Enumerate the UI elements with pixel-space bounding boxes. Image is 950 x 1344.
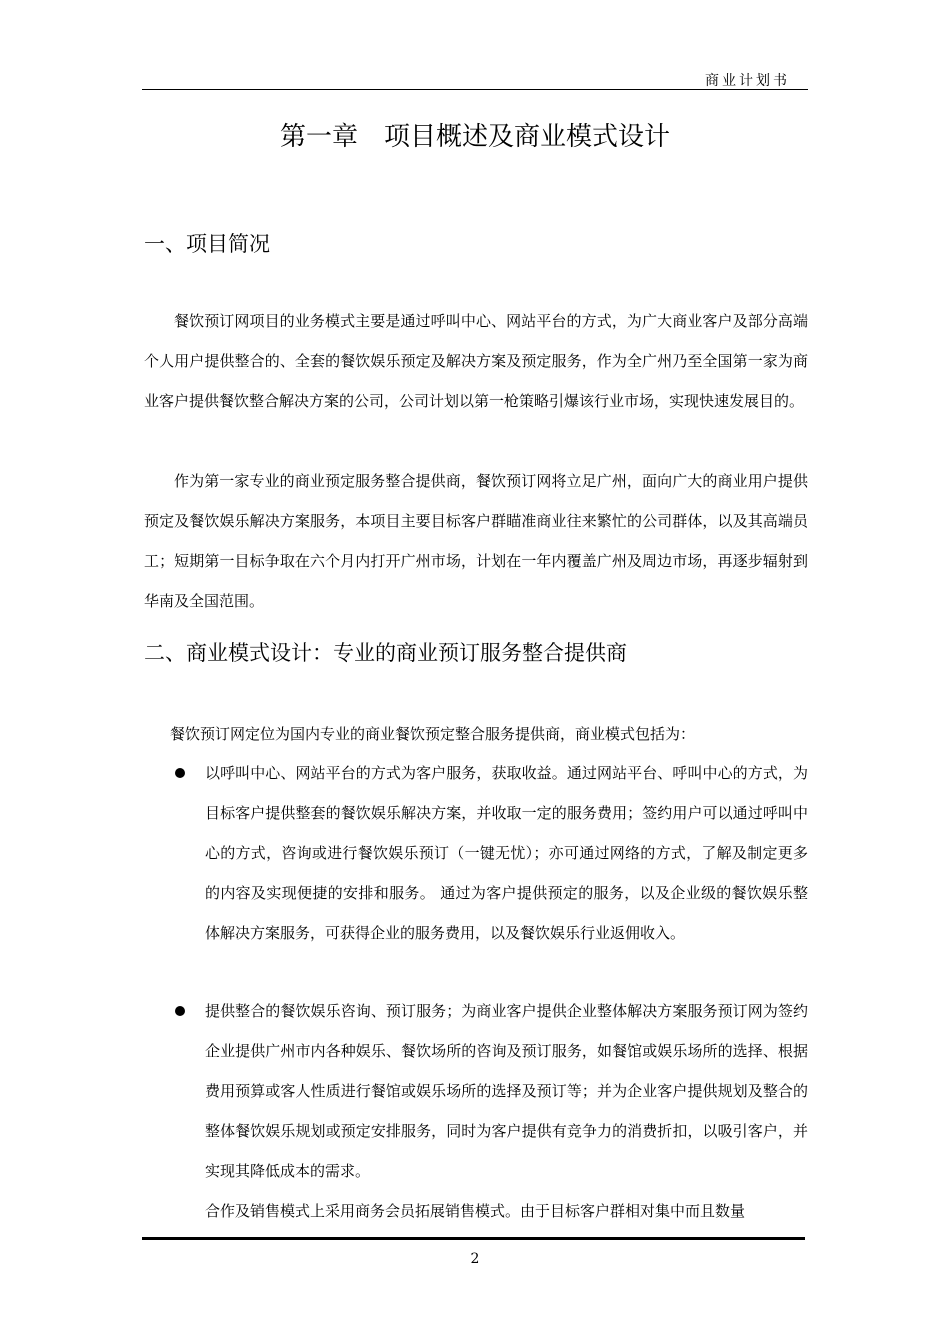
list-item-text: 以呼叫中心、网站平台的方式为客户服务，获取收益。通过网站平台、呼叫中心的方式，为目标客户提供整套的餐饮娱乐解决方案，并收取一定的服务费用；签约用户可以通过呼叫中心的方式，咨询或进行餐饮娱乐预订（一键无忧）；亦可通过网络的方式，了解及制定更多的内容及实现便捷的安排和服务。 通过为客户提供预定的服务，以及企业级的餐饮娱乐整体解决方案服务，可获得企业的服务费用，以及餐饮娱乐行业返佣收入。 bbox=[205, 764, 808, 942]
section-heading-overview: 一、项目简况 bbox=[144, 232, 270, 256]
list-item-text: 合作及销售模式上采用商务会员拓展销售模式。由于目标客户群相对集中而且数量 bbox=[205, 1202, 746, 1220]
list-item-text: 提供整合的餐饮娱乐咨询、预订服务；为商业客户提供企业整体解决方案服务预订网为签约企业提供广州市内各种娱乐、餐饮场所的咨询及预订服务，如餐馆或娱乐场所的选择、根据费用预算或客人性质进行餐馆或娱乐场所的选择及预订等；并为企业客户提供规划及整合的整体餐饮娱乐规划或预定安排服务，同时为客户提供有竞争力的消费折扣，以吸引客户，并实现其降低成本的需求。 bbox=[205, 1002, 808, 1180]
bullet-icon bbox=[175, 1006, 185, 1016]
list-item bbox=[205, 991, 808, 1191]
bullet-icon bbox=[175, 768, 185, 778]
running-header: 商业计划书 bbox=[705, 73, 790, 89]
list-item bbox=[205, 753, 808, 953]
section-intro: 餐饮预订网定位为国内专业的商业餐饮预定整合服务提供商，商业模式包括为： bbox=[170, 725, 696, 743]
section-heading-business-model: 二、商业模式设计：专业的商业预订服务整合提供商 bbox=[144, 641, 627, 665]
page-number: 2 bbox=[470, 1251, 480, 1267]
body-paragraph: 作为第一家专业的商业预定服务整合提供商，餐饮预订网将立足广州，面向广大的商业用户提供预定及餐饮娱乐解决方案服务，本项目主要目标客户群瞄准商业往来繁忙的公司群体，以及其高端员工；短期第一目标争取在六个月内打开广州市场，计划在一年内覆盖广州及周边市场，再逐步辐射到华南及全国范围。 bbox=[144, 472, 808, 610]
body-paragraph: 餐饮预订网项目的业务模式主要是通过呼叫中心、网站平台的方式，为广大商业客户及部分高端个人用户提供整合的、全套的餐饮娱乐预定及解决方案及预定服务，作为全广州乃至全国第一家为商业客户提供餐饮整合解决方案的公司，公司计划以第一枪策略引爆该行业市场，实现快速发展目的。 bbox=[144, 312, 808, 410]
chapter-title: 第一章 项目概述及商业模式设计 bbox=[279, 122, 670, 152]
footer-divider bbox=[142, 1237, 805, 1240]
header-divider bbox=[142, 89, 808, 90]
list-item bbox=[205, 1191, 808, 1231]
